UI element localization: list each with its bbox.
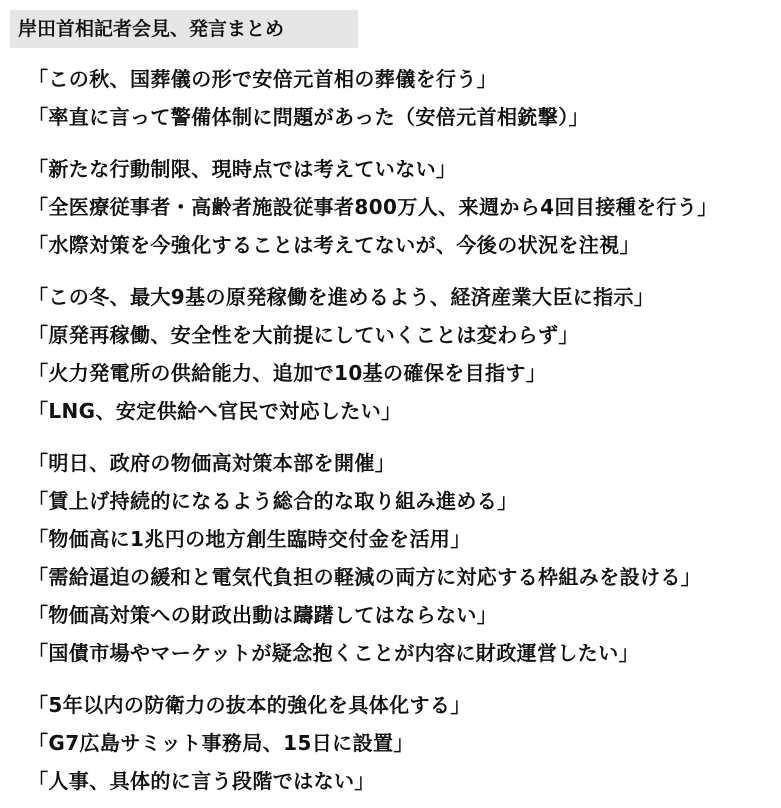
statement-line: 「5年以内の防衛力の抜本的強化を具体化する」 — [28, 693, 471, 717]
statement-line: 「需給逼迫の緩和と電気代負担の軽減の両方に対応する枠組みを設ける」 — [28, 565, 702, 589]
page-title: 岸田首相記者会見、発言まとめ — [10, 10, 358, 48]
statement-line: 「原発再稼働、安全性を大前提にしていくことは変わらず」 — [28, 323, 579, 347]
statement-line: 「火力発電所の供給能力、追加で10基の確保を目指す」 — [28, 361, 547, 385]
statement-group-3 — [28, 278, 781, 430]
statement-line: 「G7広島サミット事務局、15日に設置」 — [28, 731, 414, 755]
statement-list — [28, 60, 781, 800]
statement-group-1 — [28, 60, 781, 136]
statement-line: 「この秋、国葬儀の形で安倍元首相の葬儀を行う」 — [28, 67, 498, 91]
statement-line: 「賃上げ持続的になるよう総合的な取り組み進める」 — [28, 489, 518, 513]
statement-line: 「この冬、最大9基の原発稼働を進めるよう、経済産業大臣に指示」 — [28, 285, 655, 309]
statement-line: 「国債市場やマーケットが疑念抱くことが内容に財政運営したい」 — [28, 641, 639, 665]
statement-line: 「率直に言って警備体制に問題があった（安倍元首相銃撃）」 — [28, 105, 589, 129]
statement-line: 「人事、具体的に言う段階ではない」 — [28, 769, 375, 793]
statement-line: 「明日、政府の物価高対策本部を開催」 — [28, 451, 396, 475]
statement-line: 「全医療従事者・高齢者施設従事者800万人、来週から4回目接種を行う」 — [28, 195, 718, 219]
statement-group-2 — [28, 150, 781, 264]
statement-line: 「物価高対策への財政出動は躊躇してはならない」 — [28, 603, 498, 627]
statement-group-4 — [28, 444, 781, 672]
statement-line: 「新たな行動制限、現時点では考えていない」 — [28, 157, 457, 181]
statement-line: 「物価高に1兆円の地方創生臨時交付金を活用」 — [28, 527, 471, 551]
statement-group-5 — [28, 686, 781, 800]
statement-line: 「水際対策を今強化することは考えてないが、今後の状況を注視」 — [28, 233, 640, 257]
statement-line: 「LNG、安定供給へ官民で対応したい」 — [28, 399, 402, 423]
